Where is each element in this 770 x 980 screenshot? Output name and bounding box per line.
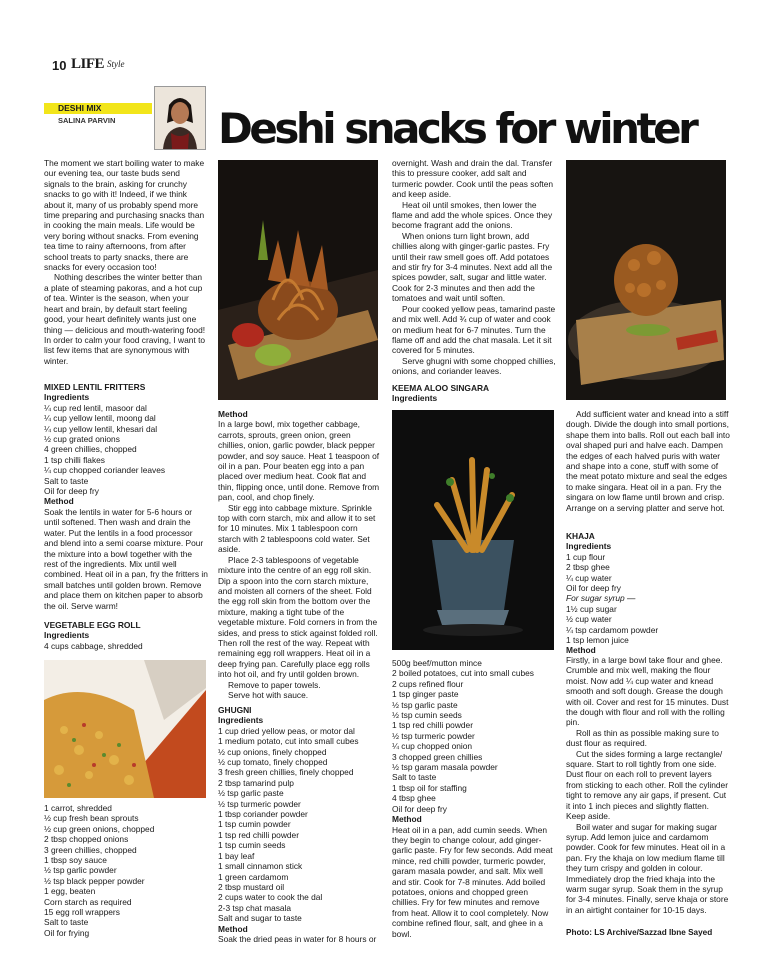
khaja-method-step-1: Firstly, in a large bowl take flour and ghee. Crumble and mix well, making the flour moist. Now add ¼ cup water and knead smooth and soft dough. Grease the dough with oil. Cover and rest for 15 minutes. Dust the dough with flour and roll with the rolling pin. — [566, 655, 729, 728]
list-item: 1 tsp red chilli powder — [392, 720, 473, 731]
page-header — [52, 56, 192, 76]
list-item: ¼ cup yellow lentil, khesari dal — [44, 423, 158, 434]
list-item: 1 tsp lemon juice — [566, 635, 629, 646]
list-item: 2 tbsp chopped onions — [44, 834, 129, 845]
list-item: ½ cup green onions, chopped — [44, 823, 155, 834]
khaja-method-step-4: Boil water and sugar for making sugar syrup. Add lemon juice and cardamom powder. Cook for few minutes. Heat oil in a pan. Fry the khaja on low medium flame till they turn crispy and golden in colour. Immediately drop the fried khaja into the warm sugar syrup. Soak them in the syrup for 3-4 minutes. Finally, serve khaja or store in an airtight container for 10-15 days. — [566, 821, 729, 915]
list-item: 3 chopped green chillies — [392, 751, 483, 762]
headline: Deshi snacks for winter — [218, 104, 696, 153]
fritters-method: Soak the lentils in water for 5-6 hours or until softened. Then wash and drain the water. Put the lentils in a food processor and blend into a semi coarse mixture. Pour the mixture into a bowl together with the rest of the ingredients. Mix until well combined. Heat oil in a pan, fry the fritters in small batches until golden brown. Remove and place them on kitchen paper to absorb the oil. Serve warm! — [44, 506, 208, 611]
author-portrait — [154, 86, 206, 150]
list-item: Salt to taste — [44, 917, 89, 928]
egg-roll-ingredients — [44, 803, 208, 938]
list-item: Oil for frying — [44, 927, 90, 938]
list-item: 1 egg, beaten — [44, 886, 96, 897]
list-item: 1 bay leaf — [218, 850, 255, 861]
ghugni-recipe — [218, 705, 380, 944]
list-item: 1 cup dried yellow peas, or motor dal — [218, 725, 355, 736]
egg-roll-method-step-2: Stir egg into cabbage mixture. Sprinkle top with corn starch, mix and allow it to set for 10 minutes. Mix 1 tablespoon corn starch with 2 tablespoons cold water. Set aside. — [218, 502, 376, 555]
list-item: ½ tsp garlic paste — [218, 788, 284, 799]
singara-glass-photo — [392, 410, 554, 650]
list-item: 1 cup flour — [566, 551, 606, 562]
list-item: 1 tbsp coriander powder — [218, 809, 308, 820]
list-item: 2 tbsp tamarind pulp — [218, 777, 294, 788]
egg-roll-title: VEGETABLE EGG ROLL — [44, 620, 141, 630]
list-item: Salt and sugar to taste — [218, 913, 302, 924]
list-item: ¼ cup red lentil, masoor dal — [44, 402, 147, 413]
list-item: ¼ cup chopped coriander leaves — [44, 465, 166, 476]
list-item: ½ cup water — [566, 614, 612, 625]
khaja-method-step-3: Cut the sides forming a large rectangle/ square. Start to roll tightly from one side. Dust flour on each roll to prevent layers from sticking to each other. Roll the cylinder tight to remove any air gaps, if present. Cut it into 1 inch pieces and slightly flatten. Keep aside. — [566, 748, 728, 822]
ghugni-method-step-3: When onions turn light brown, add chillies along with ginger-garlic pastes. Fry until their raw smell goes off. Add potatoes and stir fry for 3-4 minutes. Next add all the spices powder, salt, sugar and little water. Cook for 2-3 minutes and then add the tomatoes and wait until soften. — [392, 230, 553, 304]
list-item: 3 green chillies, chopped — [44, 844, 137, 855]
list-item: 2-3 tsp chat masala — [218, 902, 292, 913]
list-item: 1 tsp ginger paste — [392, 689, 459, 700]
list-item: ½ tsp garlic paste — [392, 699, 458, 710]
khaja-method — [566, 655, 730, 915]
egg-roll-method-label: Method — [218, 409, 248, 419]
list-item: 1 tsp chilli flakes — [44, 454, 105, 465]
khaja-ingredients-label: Ingredients — [566, 541, 612, 552]
list-item: Oil for deep fry — [392, 803, 447, 814]
list-item: ½ tsp black pepper powder — [44, 875, 145, 886]
list-item: 2 tbsp mustard oil — [218, 881, 285, 892]
list-item: 1 green cardamom — [218, 871, 289, 882]
list-item: ½ tsp turmeric powder — [218, 798, 301, 809]
ghugni-method-continued — [392, 158, 556, 377]
list-item: 1 tbsp soy sauce — [44, 855, 107, 866]
egg-roll-header — [44, 620, 208, 651]
list-item: 1 medium potato, cut into small cubes — [218, 736, 359, 747]
list-item: ¼ tsp cardamom powder — [566, 624, 659, 635]
list-item: ½ tsp turmeric powder — [392, 730, 475, 741]
list-item: ½ cup tomato, finely chopped — [218, 757, 328, 768]
fritters-method-label: Method — [44, 496, 74, 507]
brand-style-logo: Style — [107, 59, 125, 69]
singara-header — [392, 383, 556, 404]
list-item: For sugar syrup — — [566, 593, 636, 604]
pakora-platter-photo — [218, 160, 378, 400]
singara-ingredients-label: Ingredients — [392, 393, 438, 404]
list-item: 1 tsp cumin seeds — [218, 840, 286, 851]
list-item: Oil for deep fry — [566, 583, 621, 594]
egg-roll-method-step-4: Remove to paper towels. — [228, 679, 321, 690]
ghugni-method-step-5: Serve ghugni with some chopped chillies, onions, and coriander leaves. — [392, 355, 556, 377]
fritters-ingredients-label: Ingredients — [44, 392, 90, 403]
egg-roll-ingredients-label: Ingredients — [44, 630, 90, 641]
list-item: ½ tsp cumin seeds — [392, 710, 462, 721]
list-item: ¼ cup yellow lentil, moong dal — [44, 413, 156, 424]
singara-ingredients — [392, 658, 556, 939]
list-item: 4 cups cabbage, shredded — [44, 640, 143, 651]
intro-paragraph-1: The moment we start boiling water to make our evening tea, our taste buds send signals to the brain, asking for crunchy snacks to go with it! Indeed, if we think about it, many of us probably spend more time preparing and purchasing snacks than in cooking the main meals. Life would be very boring without snacks. From evening tea time to rainy afternoons, from after school treats to party snacks, there are snacks for every occasion too! — [44, 158, 205, 273]
author-name: SALINA PARVIN — [58, 116, 116, 125]
brand-life-logo: LIFE — [71, 56, 105, 72]
egg-roll-method-step-1: In a large bowl, mix together cabbage, carrots, sprouts, green onion, green chillies, onion, garlic powder, black pepper powder, and soy sauce. Heat 1 teaspoon of oil in a pan. Pour beaten egg into a pan placed over medium heat. Cook flat and thin, flipping once, until done. Remove from pan, cool, and chop finely. — [218, 419, 380, 503]
list-item: 4 tbsp ghee — [392, 793, 436, 804]
list-item: 1½ cup sugar — [566, 603, 617, 614]
list-item: ¼ cup water — [566, 572, 612, 583]
list-item: 15 egg roll wrappers — [44, 907, 120, 918]
egg-roll-cone-photo — [44, 660, 206, 798]
singara-method: Heat oil in a pan, add cumin seeds. When they begin to change colour, add ginger-garlic paste. Fry for few seconds. Add meat mince, red chilli powder, turmeric powder, garam masala powder, and salt. Mix well and stir. Cook for 7-8 minutes. Add boiled potatoes, onions and chopped green chillies. Fry for few minutes and remove from heat. Allow it to cool completely. Now combine refined flour, salt, and ghee in a bowl. — [392, 824, 553, 939]
khaja-method-label: Method — [566, 645, 596, 656]
list-item: 4 green chillies, chopped — [44, 444, 137, 455]
ghugni-ingredients-label: Ingredients — [218, 715, 264, 726]
list-item: Salt to taste — [44, 475, 89, 486]
singara-title: KEEMA ALOO SINGARA — [392, 383, 490, 393]
singara-method-label: Method — [392, 814, 422, 825]
list-item: 2 boiled potatoes, cut into small cubes — [392, 668, 534, 679]
list-item: ¼ cup chopped onion — [392, 741, 473, 752]
ghugni-title: GHUGNI — [218, 705, 252, 715]
list-item: ½ cup fresh bean sprouts — [44, 813, 139, 824]
khaja-recipe — [566, 531, 730, 656]
ghugni-method-step-1: overnight. Wash and drain the dal. Transfer this to pressure cooker, add salt and turmeric powder. Cook until the peas soften and keep aside. — [392, 158, 554, 200]
intro-text — [44, 158, 208, 366]
list-item: ½ tsp garlic powder — [44, 865, 117, 876]
list-item: 2 tbsp ghee — [566, 562, 610, 573]
khaja-method-step-2: Roll as thin as possible making sure to dust flour as required. — [566, 727, 719, 749]
egg-roll-method — [218, 409, 380, 700]
ghugni-method-label: Method — [218, 923, 248, 934]
intro-paragraph-2: Nothing describes the winter better than a plate of steaming pakoras, and a hot cup of tea. Winter is the season, when your heart and brain, by default start feeling good, your heart definitely wants just one thing — delicious and mouth-watering food! In order to calm your food craving, I want to list few items that are synonymous with winter. — [44, 272, 206, 366]
list-item: 1 small cinnamon stick — [218, 861, 303, 872]
list-item: 3 fresh green chillies, finely chopped — [218, 767, 354, 778]
list-item: 1 carrot, shredded — [44, 803, 112, 813]
list-item: 2 cups water to cook the dal — [218, 892, 323, 903]
list-item: 2 cups refined flour — [392, 678, 464, 689]
list-item: 1 tsp cumin powder — [218, 819, 291, 830]
egg-roll-method-step-5: Serve hot with sauce. — [228, 689, 309, 700]
list-item: Oil for deep fry — [44, 486, 99, 497]
column-tag: DESHI MIX — [58, 103, 102, 113]
page-number: 10 — [52, 58, 67, 73]
list-item: 1 tsp red chilli powder — [218, 829, 299, 840]
ghugni-method-step-4: Pour cooked yellow peas, tamarind paste and mix well. Add ¾ cup of water and cook on medium heat for 6-7 minutes. Turn the flame off and add the chat masala. Let it sit covered for 5 minutes. — [392, 303, 556, 356]
khaja-title: KHAJA — [566, 531, 595, 541]
list-item: ½ cup onions, finely chopped — [218, 746, 327, 757]
list-item: 1 tbsp oil for staffing — [392, 782, 467, 793]
fritters-recipe — [44, 382, 208, 611]
list-item: Salt to taste — [392, 772, 437, 783]
fritters-plate-photo — [566, 160, 726, 400]
list-item: ½ cup grated onions — [44, 434, 120, 445]
egg-roll-method-step-3: Place 2-3 tablespoons of vegetable mixture into the centre of an egg roll skin. Dip a spoon into the corn starch mixture, and moisten all corners of the sheet. Fold the egg roll skin from the bottom over the mixture, making a tight tube of the vegetable mixture. Fold corners in from the sides, and press to stick against folded roll. Then roll the rest of the way. Repeat with remaining egg roll wrappers. Heat oil in a deep frying pan. Carefully place egg rolls into hot oil, and fry until golden brown. — [218, 554, 378, 680]
ghugni-method-start: Soak the dried peas in water for 8 hours or — [218, 933, 377, 944]
list-item: ½ tsp garam masala powder — [392, 762, 498, 773]
fritters-title: MIXED LENTIL FRITTERS — [44, 382, 146, 392]
ghugni-method-step-2: Heat oil until smokes, then lower the flame and add the whole spices. Once they become fragrant add the onions. — [392, 199, 553, 231]
photo-credit: Photo: LS Archive/Sazzad Ibne Sayed — [566, 928, 713, 937]
list-item: Corn starch as required — [44, 896, 132, 907]
singara-method-continued: Add sufficient water and knead into a stiff dough. Divide the dough into small portions, shape them into balls. Roll out each ball into oval shaped puri and halve each. Dampen the edges of each halved puris with water and shape into a cone, stuff with some of the meat potato mixture and seal the edges to make singara. Heat oil in a pan. Fry the singara on low flame until brown and crisp. Arrange on a serving platter and serve hot. — [566, 409, 730, 513]
list-item: 500g beef/mutton mince — [392, 658, 482, 668]
